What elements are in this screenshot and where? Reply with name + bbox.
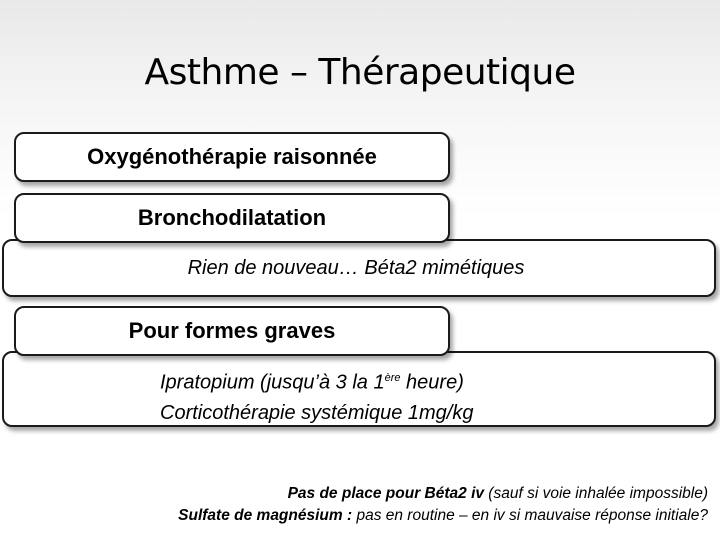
box-formes-graves-content: [2, 351, 716, 427]
box-oxygenotherapie: Oxygénothérapie raisonnée: [14, 132, 450, 182]
footnote-beta2-bold: Pas de place pour Béta2 iv: [287, 485, 484, 502]
ipratopium-text: Ipratopium (jusqu’à 3 la 1: [160, 371, 385, 394]
box-bronchodilatation: Bronchodilatation: [14, 193, 450, 243]
ipratopium-line: [160, 363, 473, 398]
corticotherapie-line: Corticothérapie systémique 1mg/kg: [160, 401, 474, 424]
footnote-magnesium: [178, 505, 708, 527]
ipratopium-text-end: heure): [400, 371, 464, 394]
footnotes: [178, 483, 708, 527]
slide-title: Asthme – Thérapeutique: [144, 52, 576, 93]
footnote-beta2-rest: (sauf si voie inhalée impossible): [484, 485, 708, 502]
box-beta2-text: Rien de nouveau… Béta2 mimétiques: [187, 256, 525, 279]
box-formes-graves: Pour formes graves: [14, 306, 450, 356]
ordinal-superscript: ère: [384, 372, 401, 384]
footnote-beta2-iv: [178, 483, 708, 505]
box-beta2-mimetiques: [2, 239, 716, 297]
footnote-magnesium-rest: pas en routine – en iv si mauvaise réponse initiale?: [352, 507, 708, 524]
footnote-magnesium-bold: Sulfate de magnésium :: [178, 507, 353, 524]
